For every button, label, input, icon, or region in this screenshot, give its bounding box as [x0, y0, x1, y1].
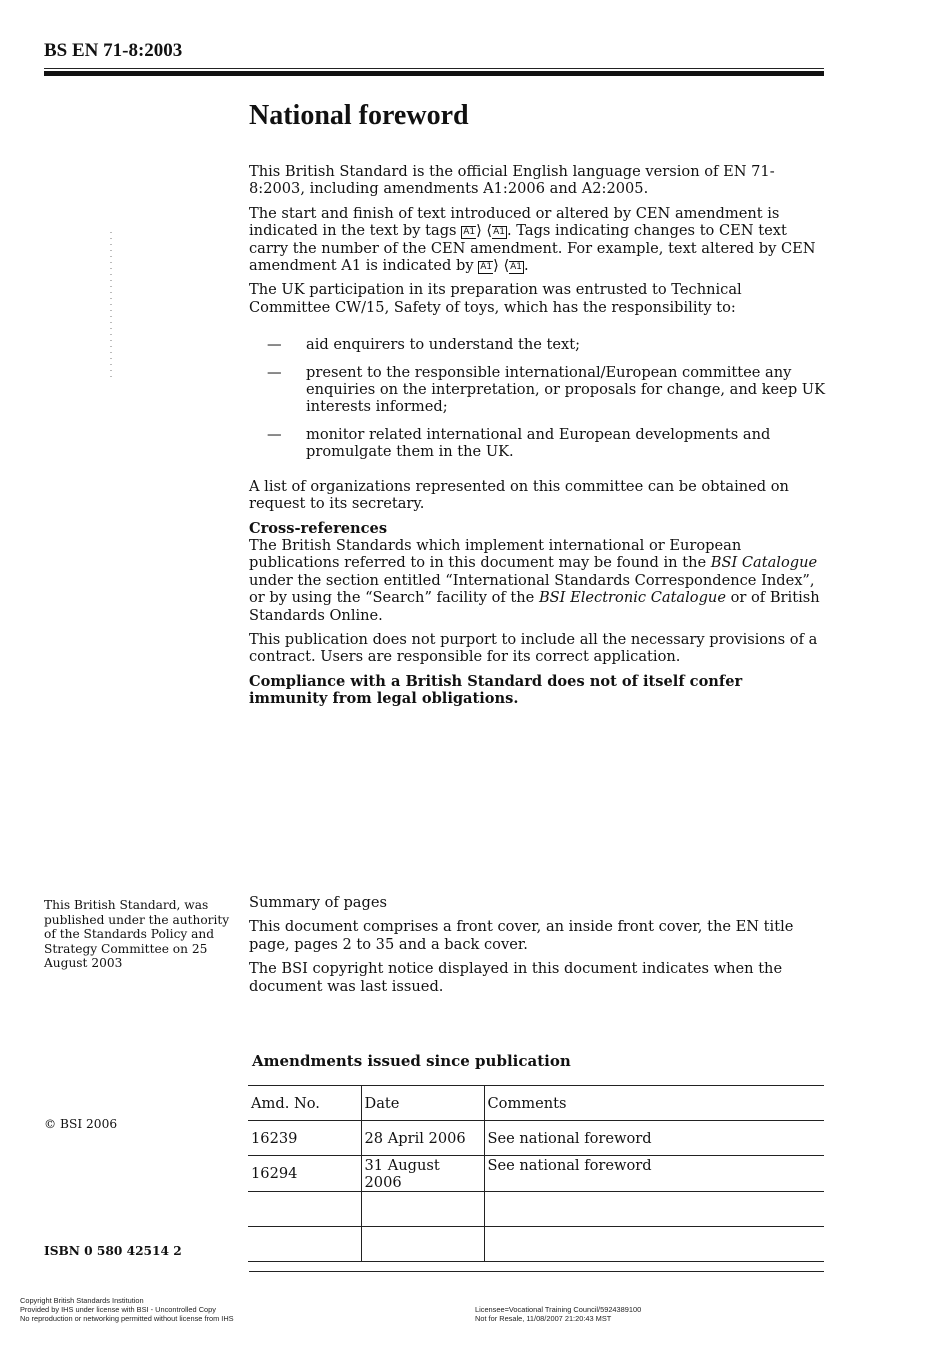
date-cell: 28 April 2006 — [361, 1121, 484, 1156]
intro-paragraph-3: The UK participation in its preparation was entrusted to Technical Committee CW/15, Safety of toys, which has the responsibility to: — [249, 281, 742, 316]
column-header-amd-no: Amd. No. — [248, 1086, 361, 1121]
amendment-a1-start-tag-icon: A1 — [480, 262, 493, 273]
date-cell — [361, 1192, 484, 1227]
amd-no-cell: 16239 — [248, 1121, 361, 1156]
list-item — [249, 364, 825, 416]
comments-cell: See national foreword — [484, 1121, 824, 1156]
dash: — — [267, 336, 282, 354]
footer-left — [20, 1296, 234, 1323]
bsi-electronic-catalogue-title: BSI Electronic Catalogue — [538, 589, 726, 607]
list-item-text: present to the responsible international/European committee any enquiries on the interpretation, or proposals for change, and keep UK interests informed; — [306, 363, 826, 416]
header-rule-thick — [44, 71, 824, 76]
footer-left-line: No reproduction or networking permitted without license from IHS — [20, 1314, 234, 1323]
amendment-start-tag-icon: A1 — [463, 227, 476, 238]
intro-p2-end: . — [524, 257, 529, 275]
list-item-text: aid enquirers to understand the text; — [306, 336, 581, 354]
dash: — — [267, 363, 282, 381]
cross-ref-text-3: or of British Standards Online. — [249, 589, 820, 624]
summary-paragraph-1: This document comprises a front cover, an inside front cover, the EN title page, pages 2 to 35 and a back cover. — [249, 918, 794, 953]
list-item — [249, 426, 825, 461]
table-row — [248, 1192, 824, 1227]
committee-note: A list of organizations represented on this committee can be obtained on request to its secretary. — [249, 477, 789, 513]
foreword-body — [249, 163, 825, 715]
intro-paragraph-1: This British Standard is the official English language version of EN 71-8:2003, including amendments A1:2006 and A2:2005. — [249, 163, 775, 198]
cross-ref-text-2: under the section entitled “International Standards Correspondence Index”, or by using the “Search” facility of the — [249, 571, 815, 607]
date-cell — [361, 1227, 484, 1262]
list-item — [249, 336, 825, 353]
page-title: National foreword — [249, 100, 469, 131]
amd-no-cell — [248, 1192, 361, 1227]
isbn: ISBN 0 580 42514 2 — [44, 1244, 182, 1258]
table-header-row — [248, 1086, 824, 1121]
publication-note: This British Standard, was published under the authority of the Standards Policy and Strategy Committee on 25 August 2003 — [44, 898, 230, 971]
summary-paragraph-2: The BSI copyright notice displayed in this document indicates when the document was last issued. — [249, 960, 783, 995]
footer-left-line: Provided by IHS under license with BSI - Uncontrolled Copy — [20, 1305, 216, 1314]
amendments-table — [248, 1085, 824, 1262]
standard-number: BS EN 71-8:2003 — [44, 40, 183, 61]
cross-ref-text-1: The British Standards which implement international or European publications referred to in this document may be found in the — [249, 536, 742, 572]
footer-right-line: Not for Resale, 11/08/2007 21:20:43 MST — [475, 1314, 612, 1323]
summary-heading: Summary of pages — [249, 894, 387, 911]
responsibility-list — [249, 336, 825, 460]
intro-p2-before: The start and finish of text introduced or altered by CEN amendment is indicated in the text by tags — [249, 204, 780, 240]
amendment-a1-end-tag-icon: A1 — [510, 262, 523, 273]
cross-references-heading: Cross-references — [249, 519, 388, 537]
column-header-date: Date — [361, 1086, 484, 1121]
date-cell: 31 August 2006 — [361, 1156, 484, 1192]
cross-references-text — [249, 537, 825, 624]
scan-marks — [110, 232, 112, 380]
bottom-rule — [249, 1271, 824, 1272]
compliance-note: Compliance with a British Standard does not of itself confer immunity from legal obligations. — [249, 672, 743, 708]
header-rule-thin — [44, 68, 824, 69]
amendment-end-tag-icon: A1 — [493, 227, 505, 238]
comments-cell: See national foreword — [484, 1156, 824, 1192]
table-row — [248, 1121, 824, 1156]
provisions-note: This publication does not purport to include all the necessary provisions of a contract. Users are responsible for its correct application. — [249, 630, 818, 666]
dash: — — [267, 425, 282, 443]
column-header-comments: Comments — [484, 1086, 824, 1121]
amendments-heading: Amendments issued since publication — [252, 1052, 571, 1070]
footer-left-line: Copyright British Standards Institution — [20, 1296, 144, 1305]
comments-cell — [484, 1192, 824, 1227]
list-item-text: monitor related international and European developments and promulgate them in the UK. — [306, 425, 771, 461]
intro-p2-middle: . Tags indicating changes to CEN text carry the number of the CEN amendment. For example, text altered by CEN amendment A1 is indicated by — [249, 222, 816, 275]
table-row — [248, 1156, 824, 1192]
comments-cell — [484, 1227, 824, 1262]
amd-no-cell: 16294 — [248, 1156, 361, 1192]
copyright-notice: © BSI 2006 — [44, 1117, 118, 1131]
bsi-catalogue-title: BSI Catalogue — [710, 554, 818, 572]
intro-paragraph-2: The start and finish of text introduced or altered by CEN amendment is indicated in the text by tags A1⟩ ⟨A1 . Tags indicating changes to CEN text carry the number of the CEN amendment. For example, text altered by CEN amendment A1 is indicated by A1⟩ ⟨A1 . — [249, 204, 816, 275]
summary-section — [249, 894, 825, 1002]
amd-no-cell — [248, 1227, 361, 1262]
footer-right-line: Licensee=Vocational Training Council/5924389100 — [475, 1305, 642, 1314]
footer-right — [475, 1305, 641, 1323]
table-row — [248, 1227, 824, 1262]
